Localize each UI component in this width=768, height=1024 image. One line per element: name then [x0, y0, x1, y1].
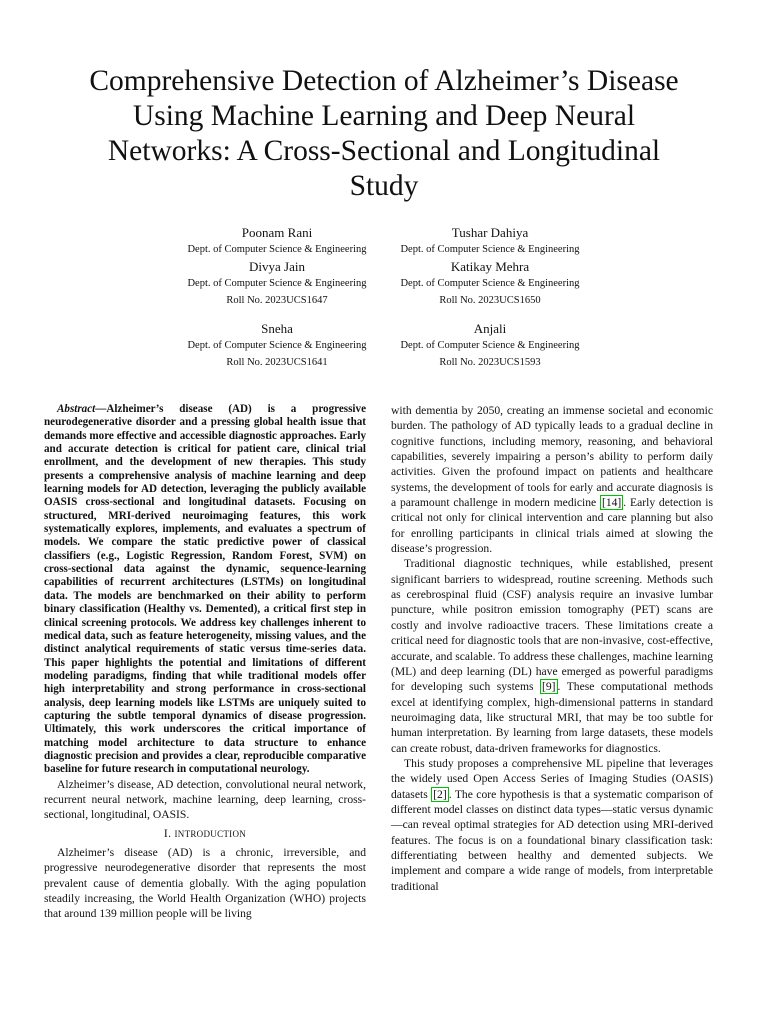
abstract-label: Abstract — [57, 403, 96, 415]
paragraph-text: with dementia by 2050, creating an immense societal and economic burden. The pathology of AD typically leads to a gradual decline in cognitive functions, including memory, reasoning, and behavioral capabilities, severely impairing a person’s ability to perform daily activities. Given the profound impact on patients and healthcare systems, the development of tools for early and accurate diagnosis is a paramount challenge in modern medicine — [391, 404, 713, 510]
citation-link[interactable]: [9] — [541, 680, 556, 694]
paragraph-text: . The core hypothesis is that a systematic comparison of different model classes on distinct data types—static versus dynamic—can reveal optimal strategies for AD detection using MRI-derived features. The focus is on a foundational binary classification task: differentiating between healthy and demented subjects. We implement and compare a wide range of models, from interpretable traditional — [391, 787, 713, 893]
section-number: I. — [163, 826, 172, 840]
author-affiliation: Dept. of Computer Science & Engineering — [400, 244, 580, 255]
author-block — [162, 259, 392, 309]
paragraph-text: This study proposes a comprehensive ML pipeline that leverages the widely used Open Access Series of Imaging Studies (OASIS) datasets — [391, 756, 713, 801]
citation-link[interactable]: [14] — [601, 496, 622, 510]
author-block — [375, 259, 605, 309]
title-line: Using Machine Learning and Deep Neural — [132, 100, 636, 132]
left-column — [44, 403, 366, 922]
title-line: Comprehensive Detection of Alzheimer’s Disease — [89, 65, 679, 97]
author-name: Katikay Mehra — [450, 259, 530, 274]
author-roll: Roll No. 2023UCS1641 — [226, 357, 328, 368]
paper-title — [40, 64, 728, 204]
author-name: Sneha — [261, 321, 293, 336]
paragraph-text: . These computational methods excel at identifying complex, high-dimensional patterns in standard neuroimaging data, like structural MRI, that may be too subtle for human interpretation. By learning from large datasets, these models can create robust, data-driven frameworks for diagnostics. — [391, 680, 713, 755]
author-block — [375, 321, 605, 371]
abstract-text: —Alzheimer’s disease (AD) is a progressive neurodegenerative disorder and a pressing global health issue that demands more effective and accessible diagnostic approaches. Early and accurate detection is critical for patient care, clinical trial enrollment, and the development of new therapies. This study presents a comprehensive analysis of machine learning and deep learning models for AD detection, leveraging the publicly available OASIS cross-sectional and longitudinal datasets. Focusing on structured, MRI-derived neuroimaging features, this work systematically explores, implements, and evaluates a spectrum of models. We compare the static predictive power of classical classifiers (e.g., Logistic Regression, Random Forest, SVM) on cross-sectional data against the dynamic, sequence-learning capabilities of recurrent architectures (LSTMs) on longitudinal data. The models are benchmarked on their ability to perform binary classification (Healthy vs. Demented), a critical first step in clinical screening protocols. We address key challenges inherent to medical data, such as feature heterogeneity, missing values, and the distinct analytical requirements of static versus time-series data. This paper highlights the potential and limitations of different modeling paradigms, finding that while traditional models offer high interpretability and strong performance in cross-sectional analysis, deep learning models like LSTMs are uniquely suited to capturing the subtle temporal dynamics of disease progression. Ultimately, this work underscores the critical importance of matching model architecture to data structure to enhance diagnostic precision and provides a clear, reproducible comparative baseline for future research in computational neurology. — [44, 403, 366, 776]
paragraph-text: . Early detection is critical not only for clinical intervention and care planning but also for enrolling participants in clinical trials aimed at slowing the disease’s progression. — [391, 496, 713, 556]
keywords: Alzheimer’s disease, AD detection, convolutional neural network, recurrent neural network, machine learning, deep learning, cross-sectional, longitudinal, OASIS. — [44, 777, 366, 822]
author-block — [375, 225, 605, 258]
title-line: Study — [349, 170, 419, 202]
section-heading — [44, 826, 366, 842]
body-paragraph — [391, 403, 713, 556]
author-name: Poonam Rani — [241, 225, 313, 240]
author-roll: Roll No. 2023UCS1650 — [439, 295, 541, 306]
author-name: Divya Jain — [249, 259, 305, 274]
author-name: Tushar Dahiya — [451, 225, 529, 240]
body-paragraph — [391, 756, 713, 894]
author-affiliation: Dept. of Computer Science & Engineering — [400, 340, 580, 351]
body-paragraph — [391, 556, 713, 755]
author-affiliation: Dept. of Computer Science & Engineering — [400, 278, 580, 289]
author-name: Anjali — [473, 321, 507, 336]
author-roll: Roll No. 2023UCS1647 — [226, 295, 328, 306]
author-affiliation: Dept. of Computer Science & Engineering — [187, 340, 367, 351]
author-roll: Roll No. 2023UCS1593 — [439, 357, 541, 368]
author-affiliation: Dept. of Computer Science & Engineering — [187, 278, 367, 289]
paragraph-text: Traditional diagnostic techniques, while established, present significant barriers to widespread, routine screening. Methods such as cerebrospinal fluid (CSF) analysis require an invasive lumbar puncture, while positron emission tomography (PET) scans are costly and involve radioactive tracers. These limitations create a critical need for diagnostic tools that are non-invasive, cost-effective, accurate, and scalable. To address these challenges, machine learning (ML) and deep learning (DL) have emerged as powerful paradigms for developing such systems — [391, 557, 713, 694]
intro-paragraph: Alzheimer’s disease (AD) is a chronic, irreversible, and progressive neurodegenerative disorder that represents the most prevalent cause of dementia globally. With the aging population steadily increasing, the World Health Organization (WHO) projects that around 139 million people will be living — [44, 846, 366, 921]
section-title: INTRODUCTION — [174, 828, 247, 839]
author-affiliation: Dept. of Computer Science & Engineering — [187, 244, 367, 255]
citation-link[interactable]: [2] — [433, 787, 447, 801]
title-line: Networks: A Cross-Sectional and Longitudinal — [107, 135, 661, 167]
author-block — [162, 225, 392, 258]
right-column — [391, 403, 713, 894]
author-block — [162, 321, 392, 371]
abstract — [44, 403, 366, 777]
